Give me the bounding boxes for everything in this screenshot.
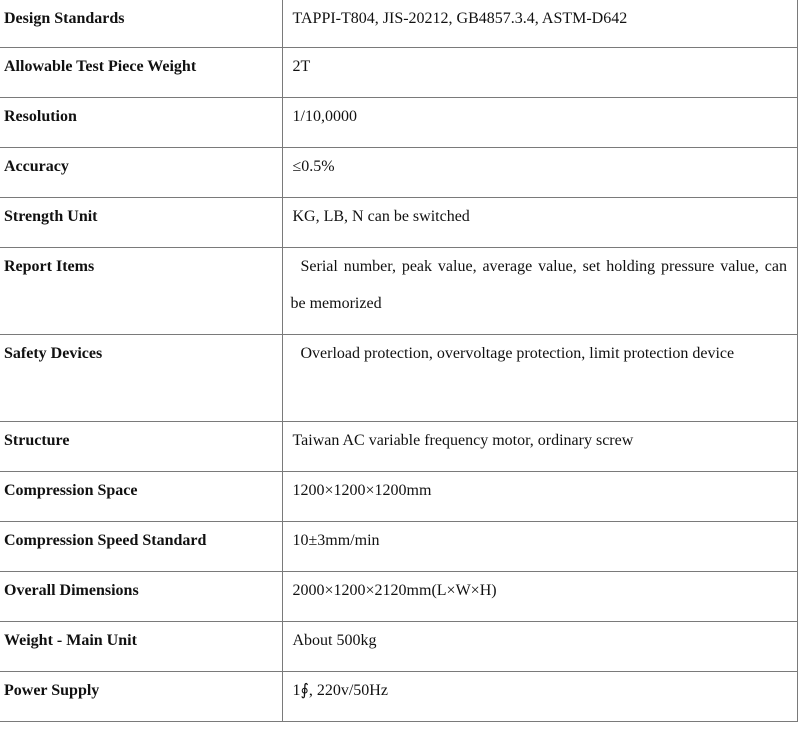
- table-row: [0, 97, 798, 147]
- row-value: KG, LB, N can be switched: [282, 197, 798, 247]
- row-value: 2T: [282, 47, 798, 97]
- table-row: [0, 421, 798, 471]
- row-value: ≤0.5%: [282, 147, 798, 197]
- row-value: 1200×1200×1200mm: [282, 471, 798, 521]
- row-label: Compression Space: [0, 471, 282, 521]
- row-value: Taiwan AC variable frequency motor, ordinary screw: [282, 421, 798, 471]
- row-value: Serial number, peak value, average value, set holding pressure value, can be memorized: [282, 247, 798, 334]
- row-label: Overall Dimensions: [0, 571, 282, 621]
- row-label: Strength Unit: [0, 197, 282, 247]
- row-value: 1/10,0000: [282, 97, 798, 147]
- row-label: Safety Devices: [0, 334, 282, 421]
- table-row: [0, 621, 798, 671]
- row-label: Report Items: [0, 247, 282, 334]
- table-row: [0, 471, 798, 521]
- table-row: [0, 247, 798, 334]
- row-value: Overload protection, overvoltage protection, limit protection device: [282, 334, 798, 421]
- table-row: [0, 0, 798, 47]
- table-row: [0, 147, 798, 197]
- row-label: Design Standards: [0, 0, 282, 47]
- row-label: Compression Speed Standard: [0, 521, 282, 571]
- table-row: [0, 671, 798, 721]
- row-value: 10±3mm/min: [282, 521, 798, 571]
- table-row: [0, 571, 798, 621]
- table-row: [0, 197, 798, 247]
- table-row: [0, 334, 798, 421]
- table-row: [0, 47, 798, 97]
- row-value: TAPPI-T804, JIS-20212, GB4857.3.4, ASTM-D642: [282, 0, 798, 47]
- row-label: Structure: [0, 421, 282, 471]
- row-value: 2000×1200×2120mm(L×W×H): [282, 571, 798, 621]
- row-label: Power Supply: [0, 671, 282, 721]
- row-value: About 500kg: [282, 621, 798, 671]
- row-label: Accuracy: [0, 147, 282, 197]
- row-value: 1∮, 220v/50Hz: [282, 671, 798, 721]
- table-row: [0, 521, 798, 571]
- row-label: Allowable Test Piece Weight: [0, 47, 282, 97]
- row-label: Weight - Main Unit: [0, 621, 282, 671]
- row-label: Resolution: [0, 97, 282, 147]
